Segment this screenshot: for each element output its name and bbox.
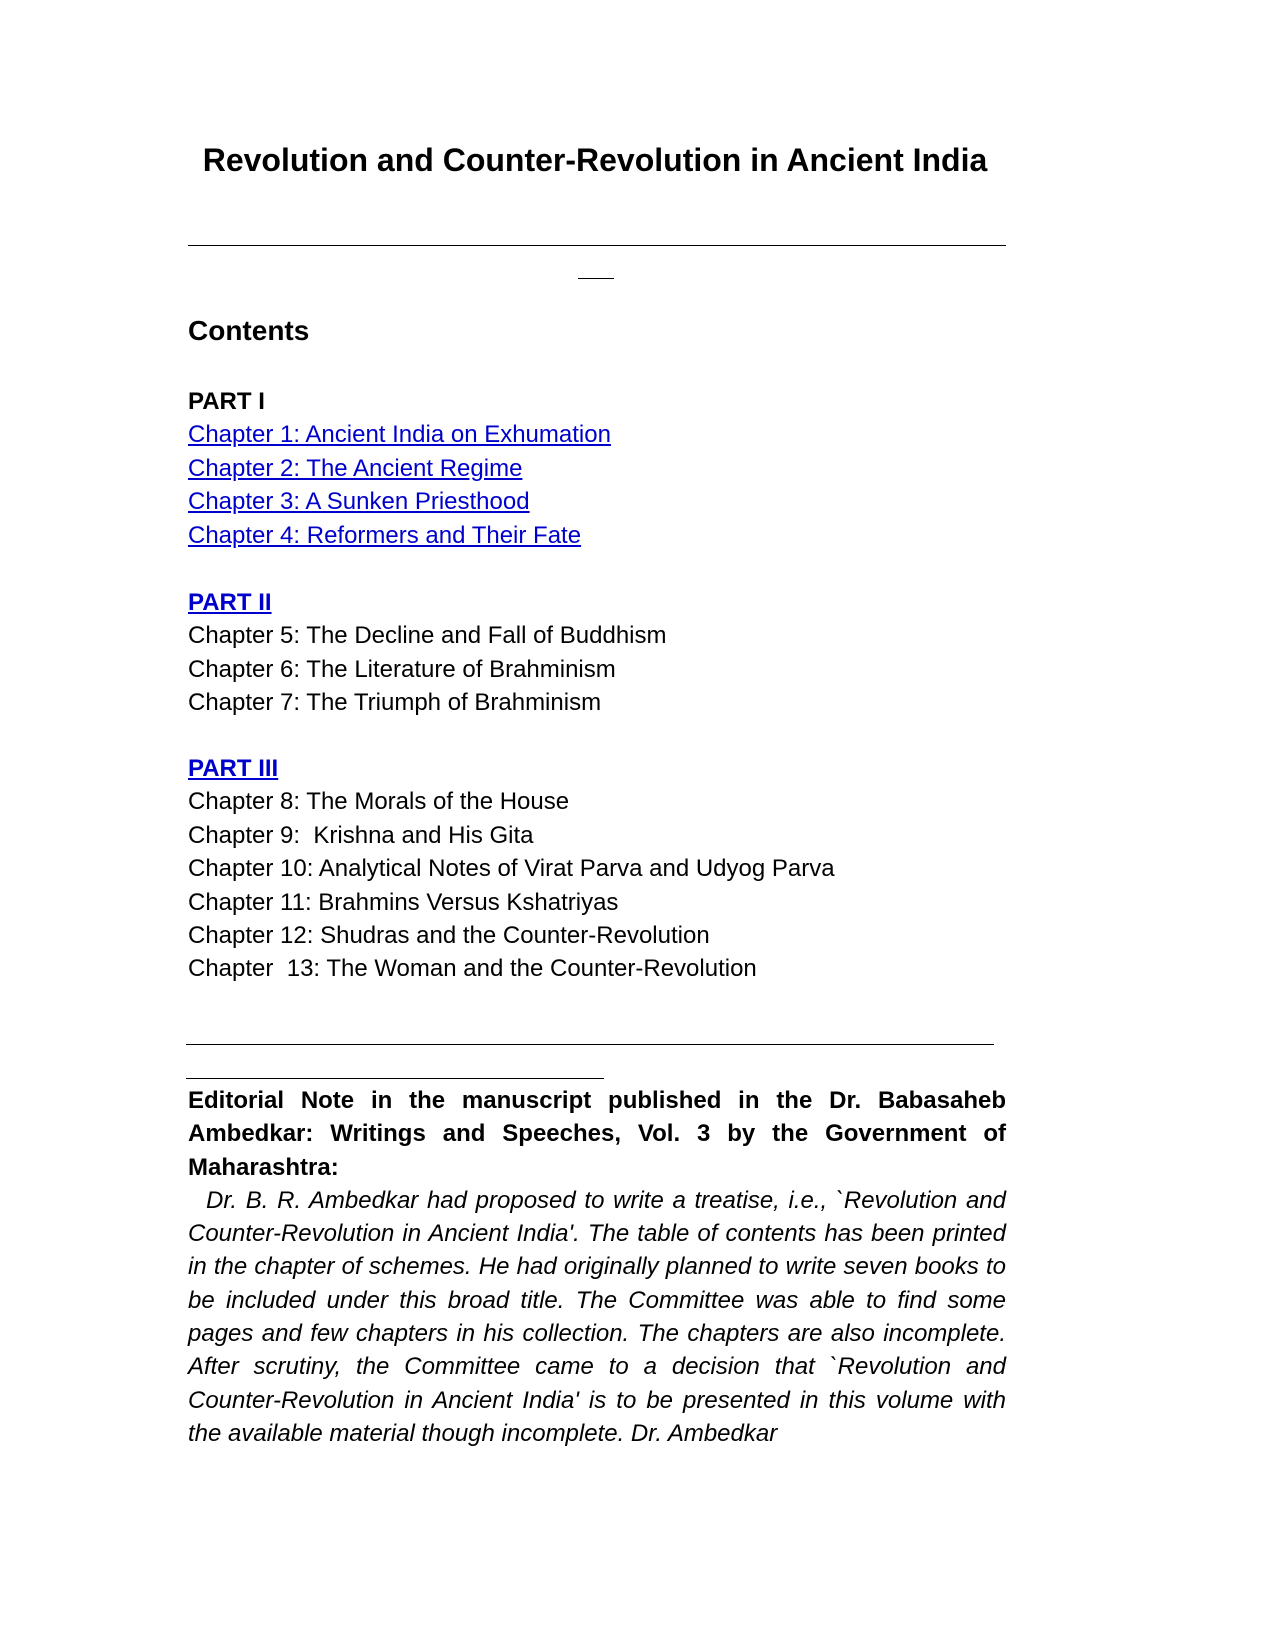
- chapter-link[interactable]: Chapter 1: Ancient India on Exhumation: [188, 421, 611, 449]
- chapter-item: Chapter 12: Shudras and the Counter-Revolution: [188, 922, 710, 950]
- footnote-rule: [186, 1078, 604, 1079]
- chapter-item: Chapter 11: Brahmins Versus Kshatriyas: [188, 888, 619, 916]
- section-rule: [186, 1044, 994, 1045]
- document-title: Revolution and Counter-Revolution in Ancient India: [202, 142, 988, 178]
- chapter-link[interactable]: Chapter 3: A Sunken Priesthood: [188, 488, 530, 516]
- chapter-item: Chapter 8: The Morals of the House: [188, 788, 570, 816]
- toc-part-2: [188, 586, 988, 720]
- part-link[interactable]: PART II: [188, 589, 272, 616]
- editorial-note: [188, 1084, 1006, 1450]
- chapter-link[interactable]: Chapter 4: Reformers and Their Fate: [188, 521, 582, 549]
- toc-part-3: [188, 752, 988, 986]
- chapter-item: Chapter 13: The Woman and the Counter-Revolution: [188, 955, 757, 983]
- part-heading: PART I: [188, 388, 265, 415]
- contents-heading: Contents: [188, 315, 310, 346]
- editorial-note-title: Editorial Note in the manuscript published in the Dr. Babasaheb Ambedkar: Writings and Speeches, Vol. 3 by the Government of Maharashtra:: [188, 1087, 1006, 1181]
- chapter-item: Chapter 10: Analytical Notes of Virat Parva and Udyog Parva: [188, 855, 835, 883]
- chapter-item: Chapter 9: Krishna and His Gita: [188, 821, 534, 849]
- toc-part-1: [188, 385, 988, 552]
- chapter-item: Chapter 6: The Literature of Brahminism: [188, 655, 616, 683]
- chapter-item: Chapter 7: The Triumph of Brahminism: [188, 689, 602, 717]
- title-rule-short: [578, 278, 614, 279]
- chapter-link[interactable]: Chapter 2: The Ancient Regime: [188, 454, 523, 482]
- chapter-item: Chapter 5: The Decline and Fall of Buddhism: [188, 622, 667, 650]
- editorial-note-body: Dr. B. R. Ambedkar had proposed to write a treatise, i.e., `Revolution and Counter-Revolution in Ancient India'. The table of contents has been printed in the chapter of schemes. He had originally planned to write seven books to be included under this broad title. The Committee was able to find some pages and few chapters in his collection. The chapters are also incomplete. After scrutiny, the Committee came to a decision that `Revolution and Counter-Revolution in Ancient India' is to be presented in this volume with the available material though incomplete. Dr. Ambedkar: [188, 1186, 1006, 1447]
- part-link[interactable]: PART III: [188, 755, 279, 782]
- title-rule: [188, 245, 1006, 246]
